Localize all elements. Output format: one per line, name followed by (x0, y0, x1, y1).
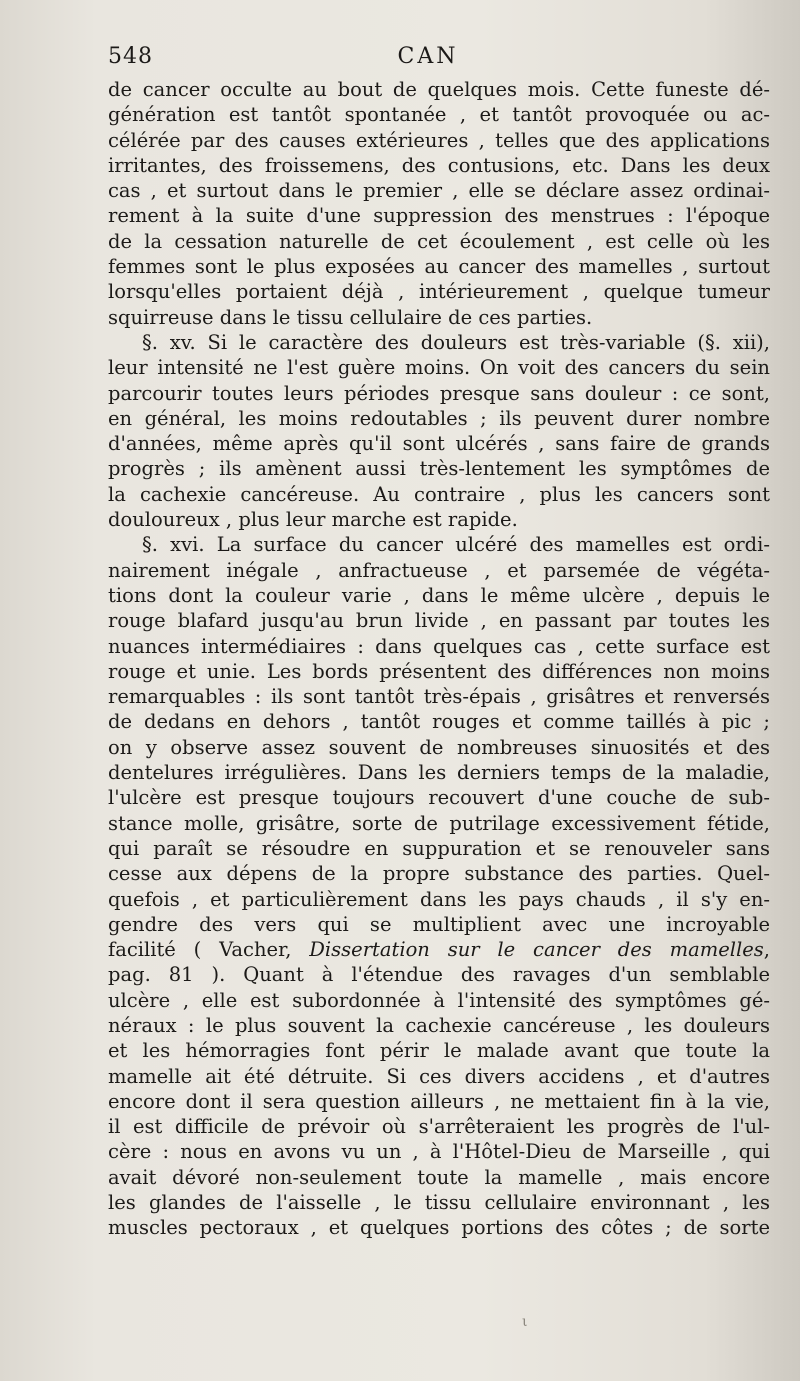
text-line: ulcère , elle est subordonnée à l'intensité des symptômes gé- (108, 988, 770, 1012)
text-line: rement à la suite d'une suppression des menstrues : l'époque (108, 204, 770, 228)
text-line: cesse aux dépens de la propre substance des parties. Quel- (108, 862, 770, 886)
text-line: qui paraît se résoudre en suppuration et se renouveler sans (108, 836, 770, 860)
text-line: irritantes, des froissemens, des contusions, etc. Dans les deux (108, 153, 770, 177)
text-line: en général, les moins redoutables ; ils peuvent durer nombre (108, 406, 770, 430)
text-line: encore dont il sera question ailleurs , ne mettaient fin à la vie, (108, 1089, 770, 1113)
running-head: CAN (397, 44, 459, 69)
text-line: d'années, même après qu'il sont ulcérés , sans faire de grands (108, 432, 770, 456)
text-line: pag. 81 ). Quant à l'étendue des ravages d'un semblable (108, 963, 770, 987)
text-line: quefois , et particulièrement dans les pays chauds , il s'y en- (108, 887, 770, 911)
paragraph-start-line: §. xvi. La surface du cancer ulcéré des mamelles est ordi- (142, 533, 770, 557)
text-line: nairement inégale , anfractueuse , et parsemée de végéta- (108, 558, 770, 582)
page-header (108, 44, 748, 80)
text-line: tions dont la couleur varie , dans le même ulcère , depuis le (108, 583, 770, 607)
text-line: les glandes de l'aisselle , le tissu cellulaire environnant , les (108, 1191, 770, 1215)
text-line: la cachexie cancéreuse. Au contraire , plus les cancers sont (108, 482, 770, 506)
text-line: cère : nous en avons vu un , à l'Hôtel-Dieu de Marseille , qui (108, 1140, 770, 1164)
text-line: gendre des vers qui se multiplient avec une incroyable (108, 912, 770, 936)
text-line: parcourir toutes leurs périodes presque sans douleur : ce sont, (108, 381, 770, 405)
text-line: stance molle, grisâtre, sorte de putrilage excessivement fétide, (108, 811, 770, 835)
text-line: de dedans en dehors , tantôt rouges et comme taillés à pic ; (108, 710, 770, 734)
text-line: et les hémorragies font périr le malade avant que toute la (108, 1039, 770, 1063)
body-text (108, 77, 770, 1241)
stray-mark: ι (522, 1314, 528, 1330)
cited-title: Dissertation sur le cancer des mamelles (309, 938, 764, 962)
text-line: progrès ; ils amènent aussi très-lentement les symptômes de (108, 457, 770, 481)
text-line: on y observe assez souvent de nombreuses sinuosités et des (108, 735, 770, 759)
text-line-with-citation: facilité ( Vacher, Dissertation sur le cancer des mamelles, (108, 938, 770, 962)
text-line: de cancer occulte au bout de quelques mois. Cette funeste dé- (108, 78, 770, 101)
text-line: muscles pectoraux , et quelques portions des côtes ; de sorte (108, 1216, 770, 1240)
text-line: remarquables : ils sont tantôt très-épais , grisâtres et renversés (108, 685, 770, 709)
text-line: néraux : le plus souvent la cachexie cancéreuse , les douleurs (108, 1013, 770, 1037)
text-line: rouge blafard jusqu'au brun livide , en passant par toutes les (108, 609, 770, 633)
text-line: mamelle ait été détruite. Si ces divers accidens , et d'autres (108, 1064, 770, 1088)
text-line: cas , et surtout dans le premier , elle se déclare assez ordinai- (108, 179, 770, 203)
text-line: squirreuse dans le tissu cellulaire de ces parties. (108, 305, 593, 329)
text-line: nuances intermédiaires : dans quelques cas , cette surface est (108, 634, 770, 658)
page-number: 548 (108, 44, 153, 69)
text-line: célérée par des causes extérieures , telles que des applications (108, 128, 770, 152)
text-line: l'ulcère est presque toujours recouvert d'une couche de sub- (108, 786, 770, 810)
text-line: leur intensité ne l'est guère moins. On voit des cancers du sein (108, 356, 770, 380)
paragraph-start-line: §. xv. Si le caractère des douleurs est très-variable (§. xii), (142, 330, 770, 354)
text-line: il est difficile de prévoir où s'arrêteraient les progrès de l'ul- (108, 1115, 770, 1139)
text-line: femmes sont le plus exposées au cancer des mamelles , surtout (108, 255, 770, 279)
text-line: dentelures irrégulières. Dans les derniers temps de la maladie, (108, 761, 770, 785)
text-line: douloureux , plus leur marche est rapide. (108, 508, 518, 532)
text-line: rouge et unie. Les bords présentent des différences non moins (108, 659, 770, 683)
text-line: de la cessation naturelle de cet écoulement , est celle où les (108, 229, 770, 253)
text-line: lorsqu'elles portaient déjà , intérieurement , quelque tumeur (108, 280, 770, 304)
text-line: génération est tantôt spontanée , et tantôt provoquée ou ac- (108, 103, 770, 127)
text-line: avait dévoré non-seulement toute la mamelle , mais encore (108, 1165, 770, 1189)
